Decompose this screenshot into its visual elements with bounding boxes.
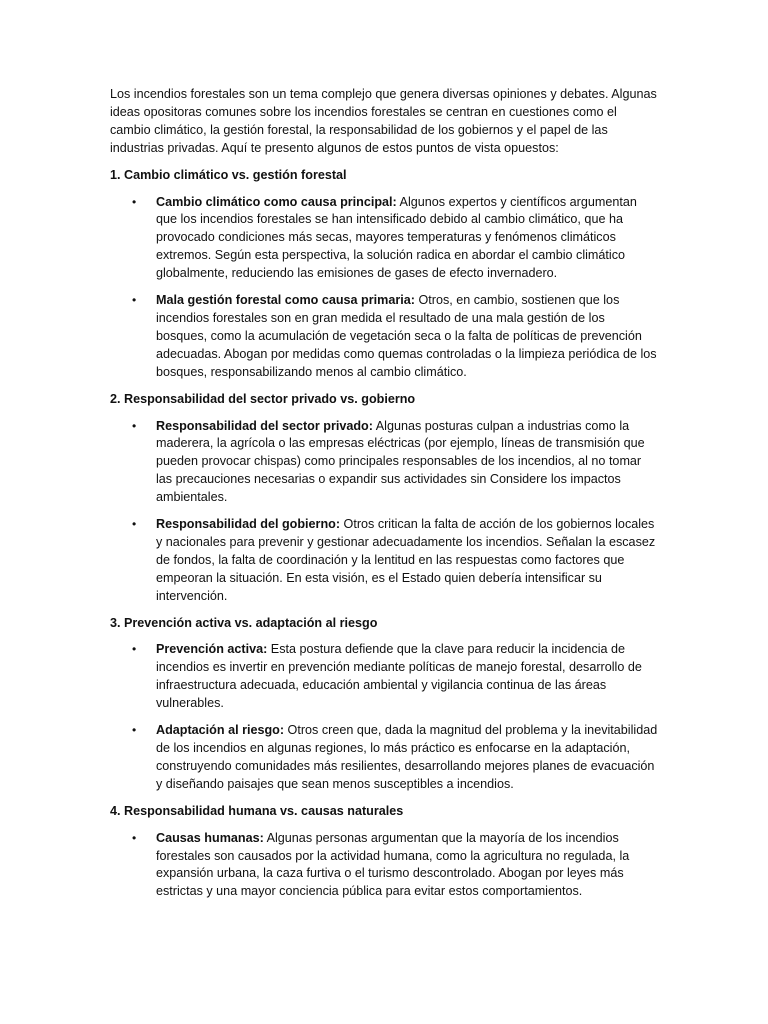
intro-paragraph: Los incendios forestales son un tema complejo que genera diversas opiniones y debates. Algunas ideas opositoras comunes sobre los incendios forestales se centran en cuestiones como el cambio climático, la gestión forestal, la responsabilidad de los gobiernos y el papel de las industrias privadas. Aquí te presento algunos de estos puntos de vista opuestos: (110, 87, 657, 155)
list-item (110, 418, 658, 508)
section-list-4 (110, 830, 658, 902)
item-text: Otros creen que, dada la magnitud del problema y la inevitabilidad de los incendios en algunas regiones, lo más práctico es enfocarse en la adaptación, construyendo comunidades más resilientes, desarrollando mejores planes de evacuación y diseñando paisajes que sean menos susceptibles a incendios. (156, 723, 658, 791)
bullet-icon: • (132, 418, 137, 433)
section-list-2 (110, 418, 658, 606)
bullet-icon: • (132, 830, 137, 845)
section-heading-4: 4. Responsabilidad humana vs. causas naturales (110, 803, 404, 818)
item-term: Cambio climático como causa principal: (156, 194, 397, 209)
list-item (110, 194, 658, 284)
section-heading-1: 1. Cambio climático vs. gestión forestal (110, 167, 347, 182)
item-term: Causas humanas: (156, 830, 264, 845)
item-text: Algunas posturas culpan a industrias como la maderera, la agrícola o las empresas eléctricas (por ejemplo, líneas de transmisión que pueden provocar chispas) como principales responsables de los incendios, al no tomar las precauciones necesarias o expandir sus actividades sin Considere los impactos ambientales. (156, 418, 645, 505)
item-text: Esta postura defiende que la clave para reducir la incidencia de incendios es invertir en prevención mediante políticas de manejo forestal, desarrollo de infraestructura adecuada, educación ambiental y vigilancia continua de las áreas vulnerables. (156, 642, 642, 711)
item-term: Adaptación al riesgo: (156, 723, 285, 738)
bullet-icon: • (132, 293, 137, 308)
item-text: Algunos expertos y científicos argumentan que los incendios forestales se han intensificado debido al cambio climático, que ha provocado condiciones más secas, mayores temperaturas y fenómenos climáticos extremos. Según esta perspectiva, la solución radica en abordar el cambio climático globalmente, reduciendo las emisiones de gases de efecto invernadero. (156, 194, 637, 281)
item-term: Responsabilidad del gobierno: (156, 517, 341, 532)
document-body (110, 86, 658, 910)
bullet-icon: • (132, 723, 137, 738)
section-list-1 (110, 194, 658, 382)
bullet-icon: • (132, 642, 137, 657)
item-term: Mala gestión forestal como causa primaria: (156, 293, 415, 308)
section-heading-2: 2. Responsabilidad del sector privado vs. gobierno (110, 391, 416, 406)
list-item (110, 292, 658, 382)
item-term: Responsabilidad del sector privado: (156, 418, 373, 433)
list-item (110, 641, 658, 713)
section-list-3 (110, 641, 658, 793)
section-heading-3: 3. Prevención activa vs. adaptación al riesgo (110, 615, 378, 630)
item-text: Otros critican la falta de acción de los gobiernos locales y nacionales para prevenir y gestionar adecuadamente los incendios. Señalan la escasez de fondos, la falta de coordinación y la lentitud en las respuestas como factores que empeoran la situación. En esta visión, es el Estado quien debería intensificar su intervención. (156, 517, 656, 603)
item-text: Algunas personas argumentan que la mayoría de los incendios forestales son causados por la actividad humana, como la agricultura no regulada, la expansión urbana, la caza furtiva o el turismo descontrolado. Abogan por leyes más estrictas y una mayor conciencia pública para evitar estos comportamientos. (156, 830, 630, 899)
list-item (110, 516, 658, 606)
bullet-icon: • (132, 517, 137, 532)
list-item (110, 722, 658, 794)
bullet-icon: • (132, 194, 137, 209)
item-term: Prevención activa: (156, 642, 268, 657)
item-text: Otros, en cambio, sostienen que los incendios forestales son en gran medida el resultado de una mala gestión de los bosques, como la acumulación de vegetación seca o la falta de políticas de prevención adecuadas. Abogan por medidas como quemas controladas o la limpieza periódica de los bosques, responsabilizando menos al cambio climático. (156, 293, 657, 379)
list-item (110, 830, 658, 902)
